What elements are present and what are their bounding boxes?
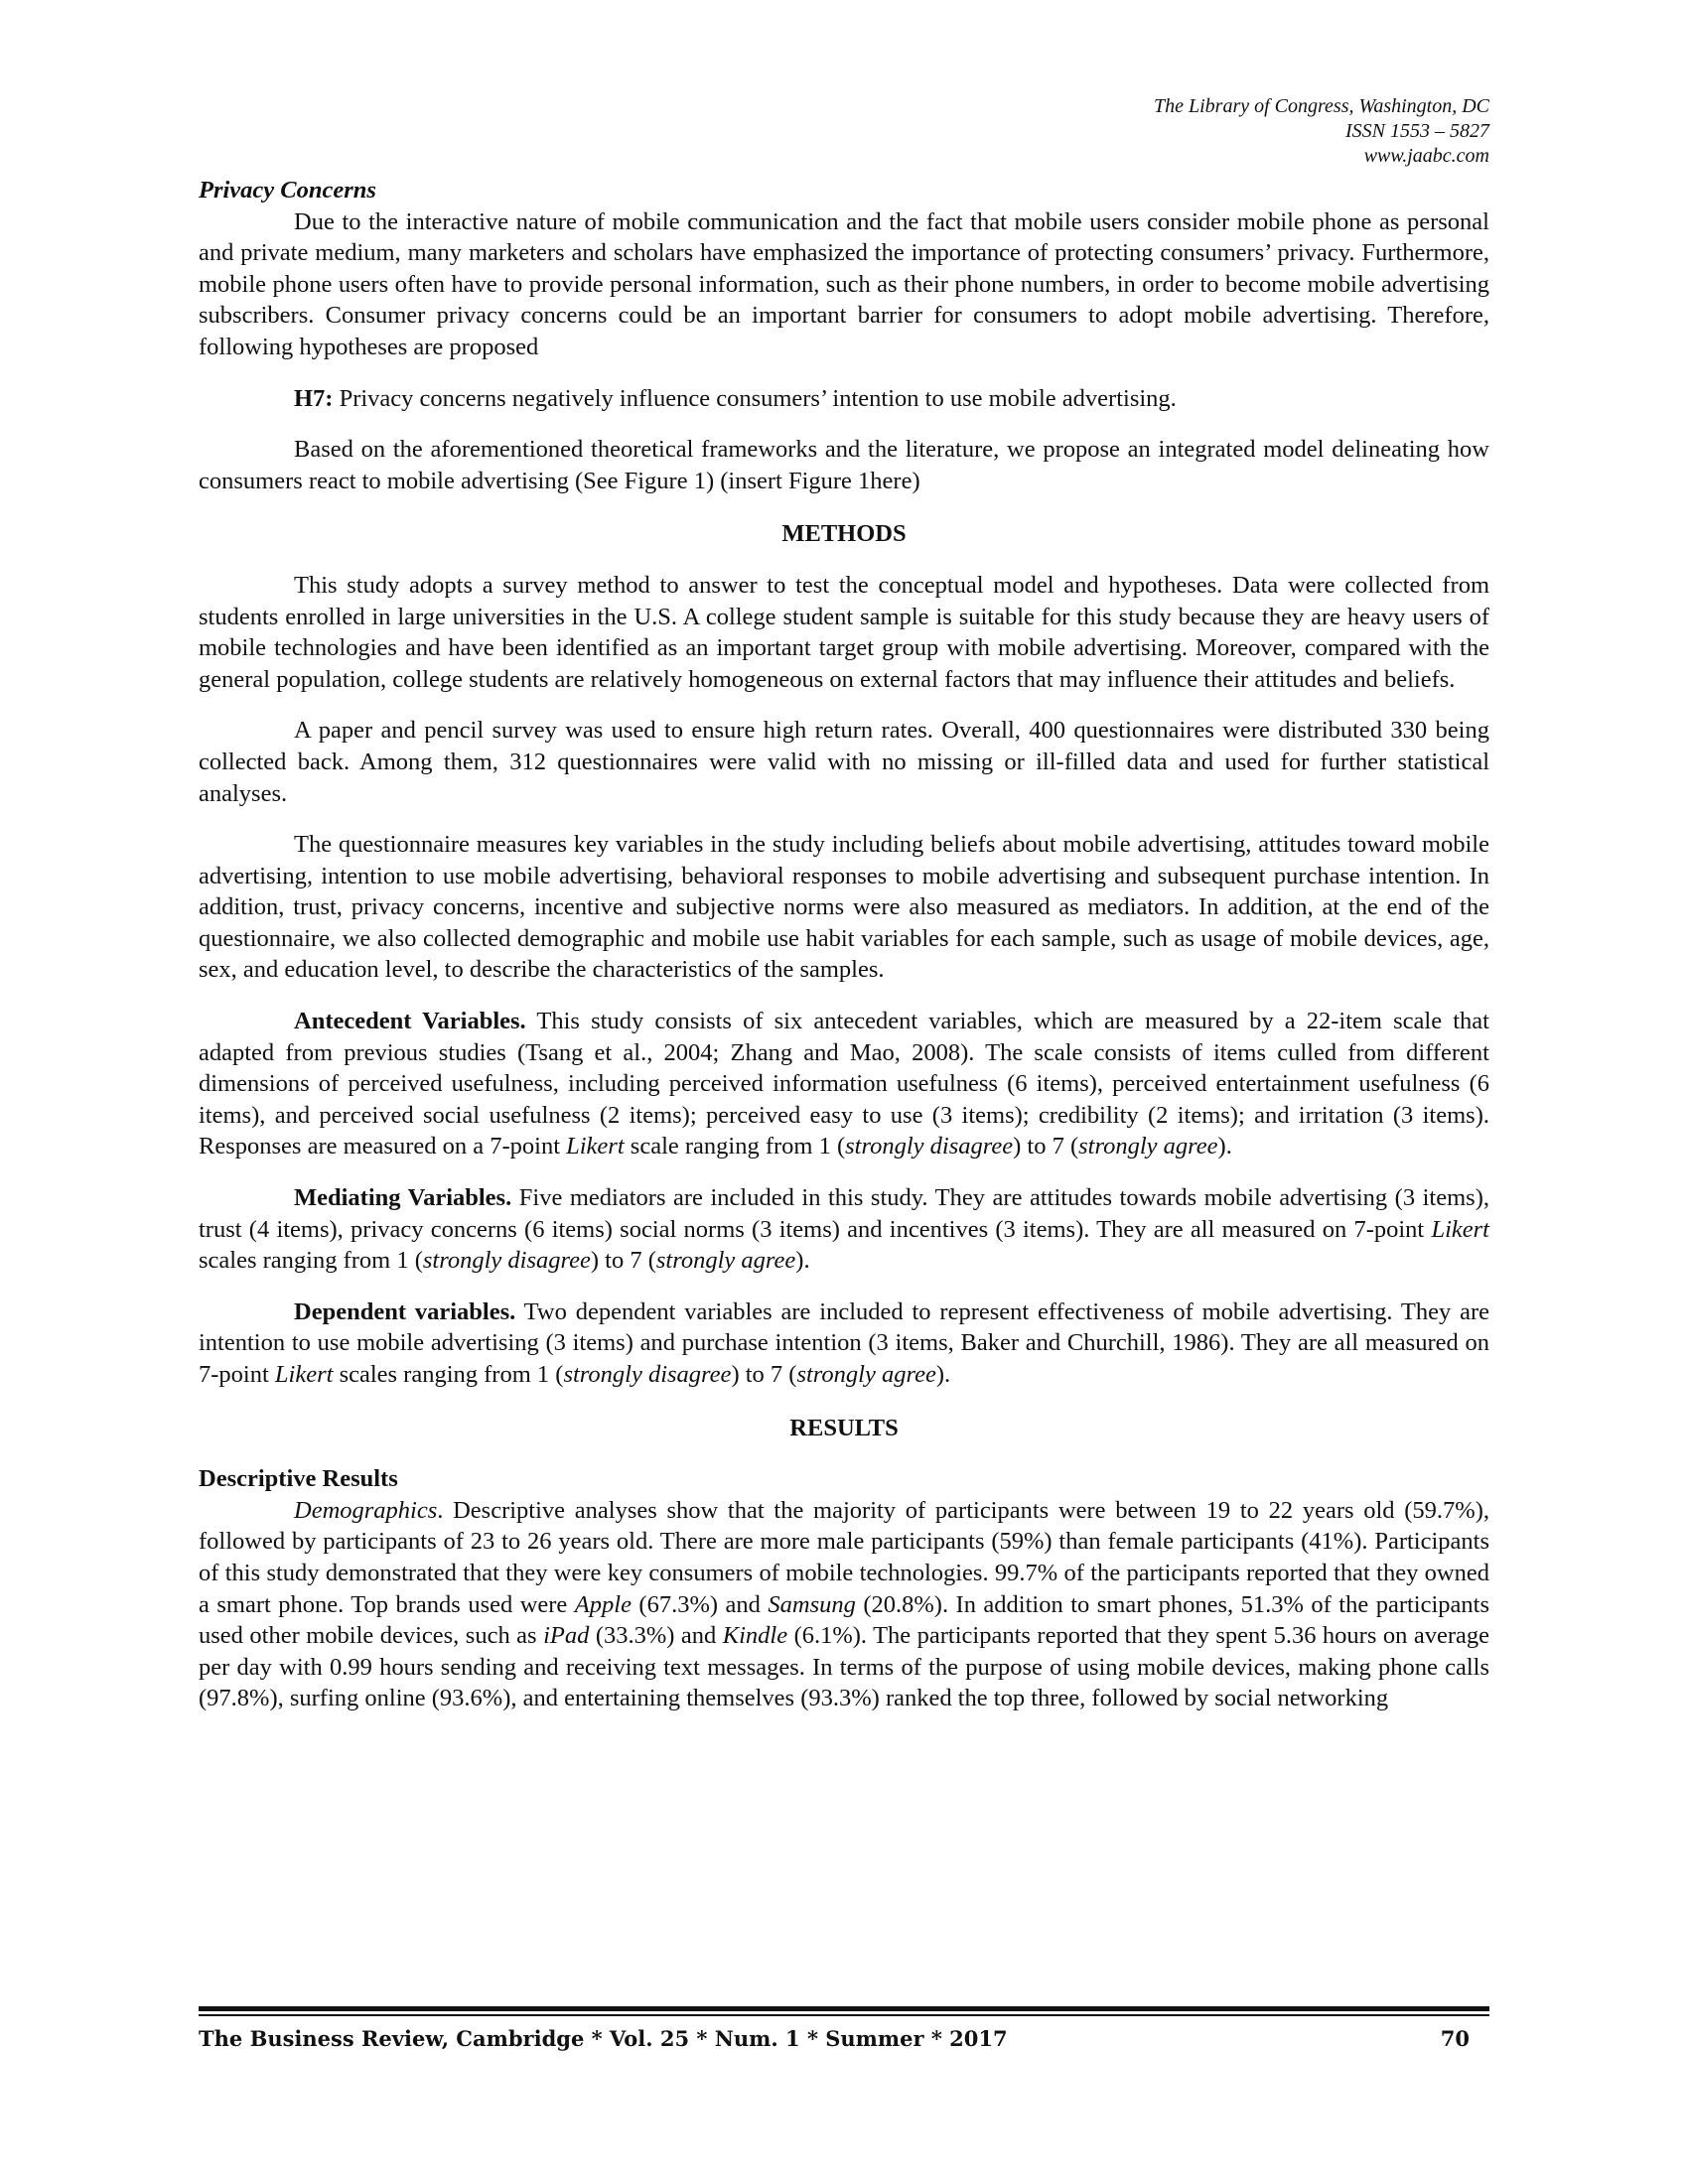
scale-anchor-high: strongly agree bbox=[655, 1247, 796, 1275]
page-body bbox=[199, 94, 1489, 1714]
brand-apple: Apple bbox=[574, 1590, 632, 1618]
h7-label: H7: bbox=[294, 384, 334, 412]
antecedent-text: ) to 7 ( bbox=[1013, 1133, 1079, 1160]
dependent-text: ). bbox=[935, 1361, 951, 1388]
scale-anchor-low: strongly disagree bbox=[845, 1133, 1014, 1160]
hypothesis-h7 bbox=[199, 383, 1489, 415]
likert-term: Likert bbox=[274, 1361, 334, 1388]
privacy-heading: Privacy Concerns bbox=[199, 177, 376, 204]
dependent-text: scales ranging from 1 ( bbox=[333, 1361, 564, 1388]
demographics-label: Demographics bbox=[294, 1496, 438, 1524]
methods-paragraph-2: A paper and pencil survey was used to ensure high return rates. Overall, 400 questionnaires were distributed 330 being collected back. Among them, 312 questionnaires were valid with no missing or ill-filled data and used for further statistical analyses. bbox=[199, 717, 1489, 807]
dependent-text: Two dependent variables are included to represent effectiveness of mobile advertising. They are intention to use mobile advertising (3 items) and purchase intention (3 items, Baker and Churchill, 1986). They are all measured on 7-point bbox=[199, 1297, 1489, 1388]
descriptive-results-heading: Descriptive Results bbox=[199, 1465, 398, 1493]
methods-paragraph-3: The questionnaire measures key variables in the study including beliefs about mobile advertising, attitudes toward mobile advertising, intention to use mobile advertising, behavioral responses to mobile advertising and subsequent purchase intention. In addition, trust, privacy concerns, incentive and subjective norms were also measured as mediators. In addition, at the end of the questionnaire, we also collected demographic and mobile use habit variables for each sample, such as usage of mobile devices, age, sex, and education level, to describe the characteristics of the samples. bbox=[199, 831, 1489, 984]
privacy-paragraph: Due to the interactive nature of mobile communication and the fact that mobile users consider mobile phone as personal and private medium, many marketers and scholars have emphasized the importance of protecting consumers’ privacy. Furthermore, mobile phone users often have to provide personal information, such as their phone numbers, in order to become mobile advertising subscribers. Consumer privacy concerns could be an important barrier for consumers to adopt mobile advertising. Therefore, following hypotheses are proposed bbox=[199, 207, 1489, 360]
h7-text: Privacy concerns negatively influence consumers’ intention to use mobile advertising. bbox=[333, 384, 1177, 412]
scale-anchor-high: strongly agree bbox=[1078, 1133, 1218, 1160]
footer-rule-thick bbox=[199, 2006, 1489, 2011]
dependent-label: Dependent variables. bbox=[294, 1297, 516, 1325]
mediating-paragraph bbox=[199, 1182, 1489, 1277]
masthead-library: The Library of Congress, Washington, DC bbox=[1153, 95, 1489, 117]
antecedent-label: Antecedent Variables. bbox=[294, 1008, 526, 1035]
brand-samsung: Samsung bbox=[768, 1590, 856, 1618]
demographics-text: (20.8%). In addition to smart phones, 51.3% of the participants used other mobile devices, such as bbox=[199, 1590, 1490, 1650]
demographics-text: (33.3%) and bbox=[589, 1622, 723, 1650]
antecedent-text: This study consists of six antecedent variables, which are measured by a 22-item scale that adapted from previous studies (Tsang et al., 2004; Zhang and Mao, 2008). The scale consists of items culled from different dimensions of perceived usefulness, including perceived information usefulness (6 items), perceived entertainment usefulness (6 items), and perceived social usefulness (2 items); perceived easy to use (3 items); credibility (2 items); and irritation (3 items). Responses are measured on a 7-point bbox=[199, 1008, 1489, 1160]
likert-term: Likert bbox=[1431, 1215, 1489, 1243]
antecedent-paragraph bbox=[199, 1006, 1489, 1162]
likert-term: Likert bbox=[566, 1133, 625, 1160]
scale-anchor-high: strongly agree bbox=[796, 1361, 936, 1388]
model-paragraph: Based on the aforementioned theoretical frameworks and the literature, we propose an integrated model delineating how consumers react to mobile advertising (See Figure 1) (insert Figure 1here) bbox=[199, 436, 1489, 494]
methods-paragraph-1: This study adopts a survey method to answer to test the conceptual model and hypotheses. Data were collected from students enrolled in large universities in the U.S. A college student sample is suitable for this study because they are heavy users of mobile technologies and have been identified as an important target group with mobile advertising. Moreover, compared with the general population, college students are relatively homogeneous on external factors that may influence their attitudes and beliefs. bbox=[199, 571, 1489, 693]
page-footer bbox=[199, 2006, 1489, 2051]
footer-row bbox=[199, 2026, 1489, 2051]
device-ipad: iPad bbox=[543, 1622, 590, 1650]
dependent-text: ) to 7 ( bbox=[731, 1361, 797, 1388]
scale-anchor-low: strongly disagree bbox=[422, 1247, 591, 1275]
page-number: 70 bbox=[1440, 2026, 1470, 2051]
demographics-text: . Descriptive analyses show that the majority of participants were between 19 to 22 years old (59.7%), followed by participants of 23 to 26 years old. There are more male participants (59%) than female participants (41%). Participants of this study demonstrated that they were key consumers of mobile technologies. 99.7% of the participants reported that they owned a smart phone. Top brands used were bbox=[199, 1496, 1489, 1618]
masthead-website: www.jaabc.com bbox=[1363, 145, 1489, 167]
methods-heading: METHODS bbox=[781, 520, 907, 548]
demographics-paragraph bbox=[199, 1495, 1489, 1714]
mediating-label: Mediating Variables. bbox=[294, 1184, 512, 1212]
device-kindle: Kindle bbox=[722, 1622, 788, 1650]
mediating-text: ) to 7 ( bbox=[590, 1247, 656, 1275]
scale-anchor-low: strongly disagree bbox=[563, 1361, 732, 1388]
demographics-text: (6.1%). The participants reported that they spent 5.36 hours on average per day with 0.99 hours sending and receiving text messages. In terms of the purpose of using mobile devices, making phone calls (97.8%), surfing online (93.6%), and entertaining themselves (93.3%) ranked the top three, followed by social networking bbox=[199, 1622, 1489, 1712]
mediating-text: ). bbox=[795, 1247, 810, 1275]
footer-rule-thin bbox=[199, 2014, 1489, 2016]
mediating-text: Five mediators are included in this study. They are attitudes towards mobile advertising (3 items), trust (4 items), privacy concerns (6 items) social norms (3 items) and incentives (3 items). They are all measured on 7-point bbox=[199, 1184, 1489, 1243]
dependent-paragraph bbox=[199, 1297, 1489, 1391]
antecedent-text: scale ranging from 1 ( bbox=[624, 1133, 846, 1160]
masthead-issn: ISSN 1553 – 5827 bbox=[1345, 120, 1489, 142]
antecedent-text: ). bbox=[1217, 1133, 1232, 1160]
journal-citation: The Business Review, Cambridge * Vol. 25 * Num. 1 * Summer * 2017 bbox=[199, 2026, 1008, 2051]
masthead bbox=[199, 94, 1489, 169]
mediating-text: scales ranging from 1 ( bbox=[199, 1247, 423, 1275]
demographics-text: (67.3%) and bbox=[631, 1590, 769, 1618]
results-heading: RESULTS bbox=[789, 1414, 899, 1441]
